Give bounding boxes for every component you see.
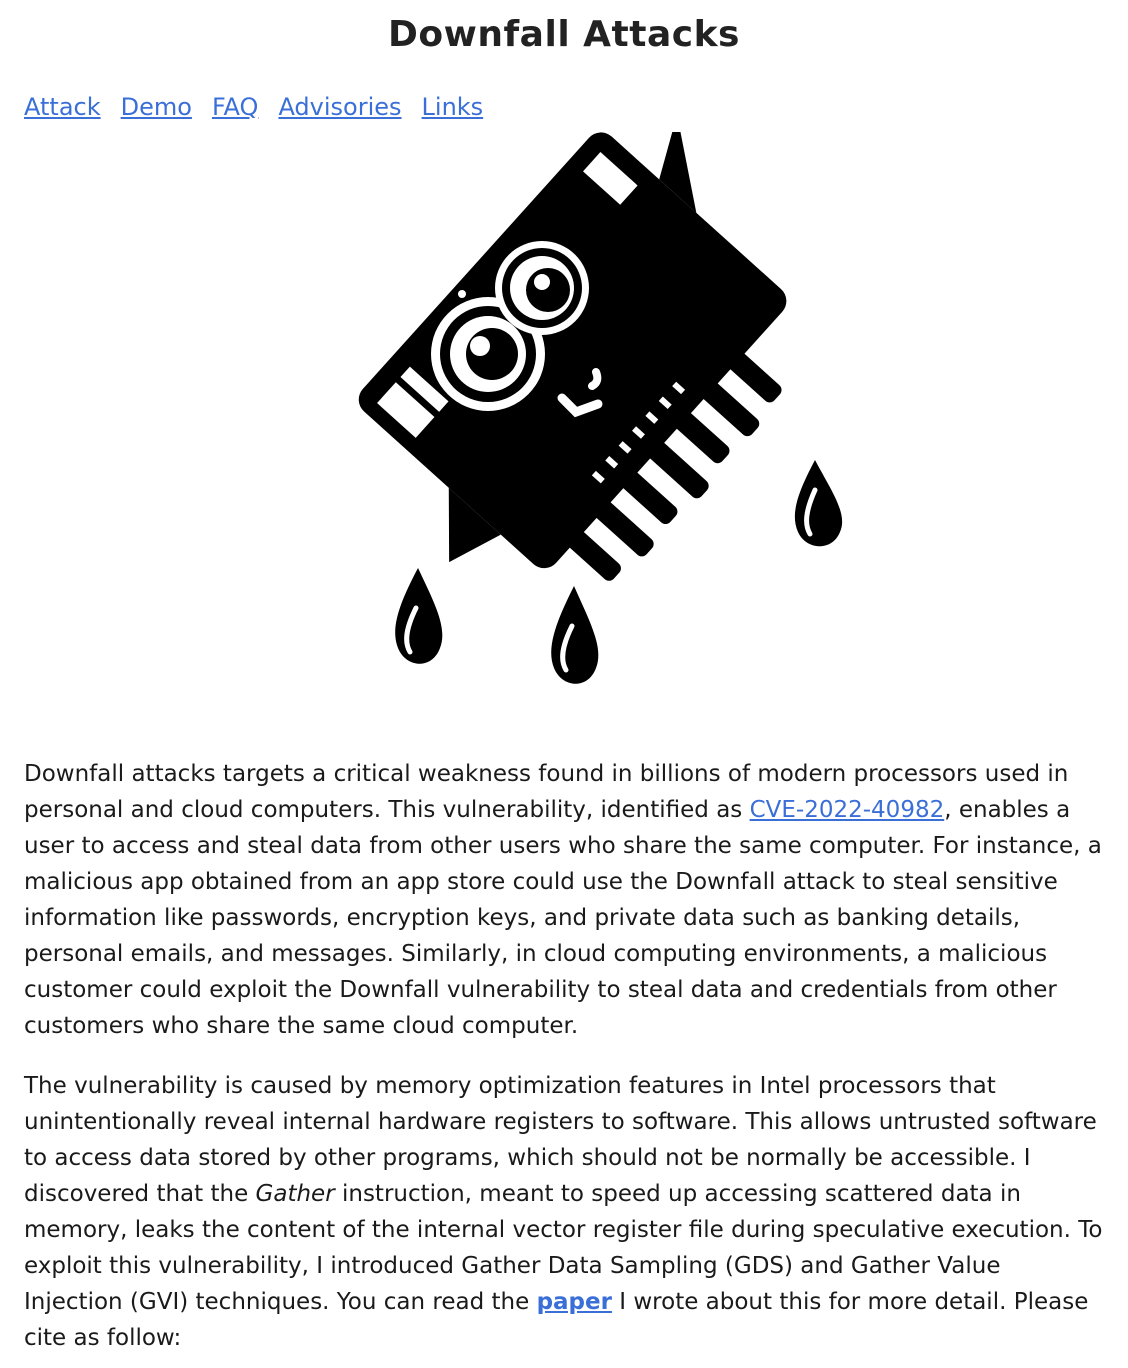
nav-link-links[interactable]: Links <box>421 93 484 121</box>
gather-emphasis: Gather <box>255 1181 335 1207</box>
cve-link[interactable]: CVE-2022-40982 <box>749 797 945 823</box>
nav-link-demo[interactable]: Demo <box>120 93 192 121</box>
details-text-middle: instruction, meant to speed up accessing scattered data in memory, leaks the content of the internal vector register file during speculative execution. To exploit this vulnerability, I introduced Gather Data Sampling (GDS) and Gather Value Injection (GVI) techniques. You can read the <box>24 1181 1103 1315</box>
paper-link[interactable]: paper <box>536 1289 612 1315</box>
top-nav <box>24 93 503 121</box>
details-text-end: I wrote about this for more detail. Please cite as follow: <box>24 1289 1089 1351</box>
intro-text-end: , enables a user to access and steal data from other users who share the same computer. For instance, a malicious app obtained from an app store could use the Downfall attack to steal sensitive information like passwords, encryption keys, and private data such as banking details, personal emails, and messages. Similarly, in cloud computing environments, a malicious customer could exploit the Downfall vulnerability to steal data and credentials from other customers who share the same cloud computer. <box>24 797 1102 1039</box>
nav-link-faq[interactable]: FAQ <box>211 93 259 121</box>
intro-paragraph <box>24 756 1104 1044</box>
details-text-start: The vulnerability is caused by memory optimization features in Intel processors that unintentionally reveal internal hardware registers to software. This allows untrusted software to access data stored by other programs, which should not be normally be accessible. I discovered that the <box>24 1073 1097 1207</box>
details-paragraph <box>24 1068 1104 1356</box>
cpu-chip-leaking-drops-icon <box>280 132 900 732</box>
nav-link-attack[interactable]: Attack <box>24 93 101 121</box>
nav-link-advisories[interactable]: Advisories <box>278 93 402 121</box>
page-title: Downfall Attacks <box>388 14 740 55</box>
main-content <box>24 756 1104 1368</box>
intro-text-start: Downfall attacks targets a critical weakness found in billions of modern processors used in personal and cloud computers. This vulnerability, identified as <box>24 761 1069 823</box>
